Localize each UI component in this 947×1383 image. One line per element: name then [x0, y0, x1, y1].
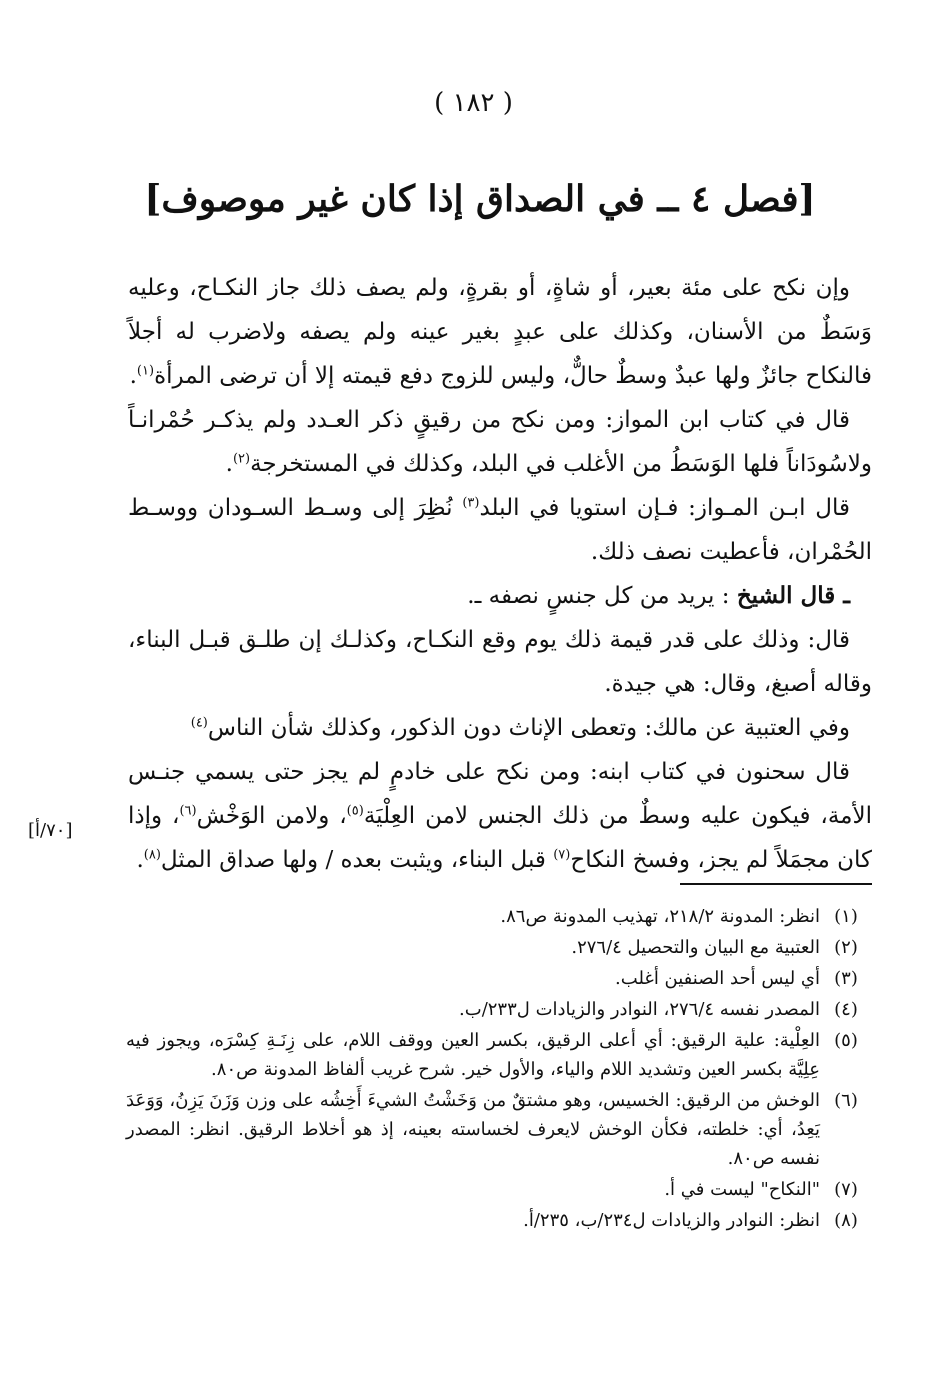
paragraph-end: .	[136, 847, 144, 873]
footnote-text: أي ليس أحد الصنفين أغلب.	[615, 968, 820, 989]
footnote-ref: (٨)	[143, 847, 161, 863]
footnote-ref: (٦)	[179, 803, 197, 819]
footnote-ref: (٣)	[462, 495, 480, 511]
footnote	[126, 995, 872, 1024]
paragraph-text: قال: وذلك على قدر قيمة ذلك يوم وقع النكـاح، وكذلـك إن طلـق قبـل البناء، وقاله أصبغ، وقال: هي جيدة.	[128, 627, 872, 697]
footnote-ref: (١)	[136, 363, 155, 379]
paragraph	[128, 486, 872, 574]
footnote	[126, 933, 872, 962]
paragraph-text: قال ابـن المـواز: فـإن استويا في البلد	[479, 495, 850, 521]
footnote-number: (٢)	[834, 937, 858, 958]
footnote	[126, 902, 872, 931]
paragraph-text: وفي العتبية عن مالك: وتعطى الإناث دون الذكور، وكذلك شأن الناس	[207, 715, 850, 741]
paragraph-end: نُظِرَ إلى وسـط السـودان ووسـط الحُمْران، فأعطيت نصف ذلك.	[128, 495, 872, 565]
paragraph-end: .	[225, 451, 233, 477]
footnote-ref: (٥)	[346, 803, 364, 819]
footnote-ref: (٢)	[232, 451, 251, 467]
footnote-number: (٧)	[834, 1179, 858, 1200]
paragraph	[128, 266, 872, 398]
paragraph-text: ، وإذا كان مجمَلاً لم يجز، وفسخ النكاح	[128, 803, 872, 873]
footnote-number: (٤)	[834, 999, 858, 1020]
section-heading: [فصل ٤ ــ في الصداق إذا كان غير موصوف]	[144, 178, 816, 220]
main-text	[128, 266, 872, 882]
paragraph-text: : يريد من كل جنسٍ نصفه ـ.	[467, 583, 730, 609]
paragraph	[128, 706, 872, 750]
footnote-number: (١)	[834, 906, 858, 927]
footnote-text: "النكاح" ليست في أ.	[664, 1179, 820, 1200]
footnote	[126, 964, 872, 993]
paragraph	[128, 574, 872, 618]
paragraph-text: قال في كتاب ابن المواز: ومن نكح من رقيقٍ ذكر العـدد ولم يذكـر حُمْرانـاً ولاسُودَاناً فلها الوَسَطُ من الأغلب في البلد، وكذلك في المستخرجة	[128, 407, 872, 477]
paragraph	[128, 618, 872, 706]
footnote	[126, 1175, 872, 1204]
footnote-text: المصدر نفسه ٢٧٦/٤، النوادر والزيادات ل٢٣٣/ب.	[459, 999, 820, 1020]
paragraph-text: قال سحنون في كتاب ابنه: ومن نكح على خادمٍ لم يجز حتى يسمي جنـس الأمة، فيكون عليه وسطٌ من ذلك الجنس لامن العِلْيَة	[128, 759, 873, 829]
footnote-number: (٨)	[834, 1210, 858, 1231]
paragraph-text: قبل البناء، ويثبت بعده / ولها صداق المثل	[160, 847, 554, 873]
footnote-number: (٥)	[834, 1030, 858, 1051]
paragraph-end: .	[129, 363, 137, 389]
footnote	[126, 1086, 872, 1173]
footnote-number: (٣)	[834, 968, 858, 989]
footnote-text: العِلْية: علية الرقيق: أي أعلى الرقيق، بكسر العين ووقف اللام، على زِنَـةِ كِسْرَه، ويجوز فيه عِلِيَّة بكسر العين وتشديد اللام والياء، والأول خير. شرح غريب ألفاظ المدونة ص٨٠.	[126, 1030, 820, 1080]
paragraph-text: وإن نكح على مئة بعير، أو شاةٍ، أو بقرةٍ، ولم يصف ذلك جاز النكـاح، وعليه وَسَطٌ من الأسنان، وكذلك على عبدٍ بغير عينه ولم يصفه ولاضرب له أجلاً فالنكاح جائزٌ ولها عبدٌ وسطٌ حالٌّ، وليس للزوج دفع قيمته إلا أن ترضى المرأة	[128, 275, 872, 389]
footnote-text: العتبية مع البيان والتحصيل ٢٧٦/٤.	[571, 937, 820, 958]
footnote	[126, 1206, 872, 1235]
footnote-text: انظر: المدونة ٢١٨/٢، تهذيب المدونة ص٨٦.	[500, 906, 820, 927]
footnote-divider	[680, 883, 872, 885]
paragraph-text: ، ولامن الوَخْش	[196, 803, 347, 829]
footnote-ref: (٤)	[190, 715, 208, 731]
paragraph	[128, 750, 872, 882]
paragraph	[128, 398, 872, 486]
footnote	[126, 1026, 872, 1084]
footnotes	[126, 902, 872, 1237]
footnote-text: الوخش من الرقيق: الخسيس، وهو مشتقٌ من وَخَشْتُ الشيءَ أَخِشُه على وزن وَزَنَ يَزِنُ، وَوَعَدَ يَعِدُ، أي: خلطته، فكأن الوخش لايعرف لخساسته بعينه، إذ هو أخلاط الرقيق. انظر: المصدر نفسه ص٨٠.	[126, 1090, 820, 1169]
footnote-text: انظر: النوادر والزيادات ل٢٣٤/ب، ٢٣٥/أ.	[523, 1210, 820, 1231]
footnote-ref: (٧)	[553, 847, 571, 863]
footnote-number: (٦)	[834, 1090, 858, 1111]
page-number: ( ١٨٢ )	[434, 88, 513, 118]
manuscript-folio-ref: [٧٠/أ]	[28, 820, 73, 841]
paragraph-lead: ـ قال الشيخ	[736, 582, 850, 609]
